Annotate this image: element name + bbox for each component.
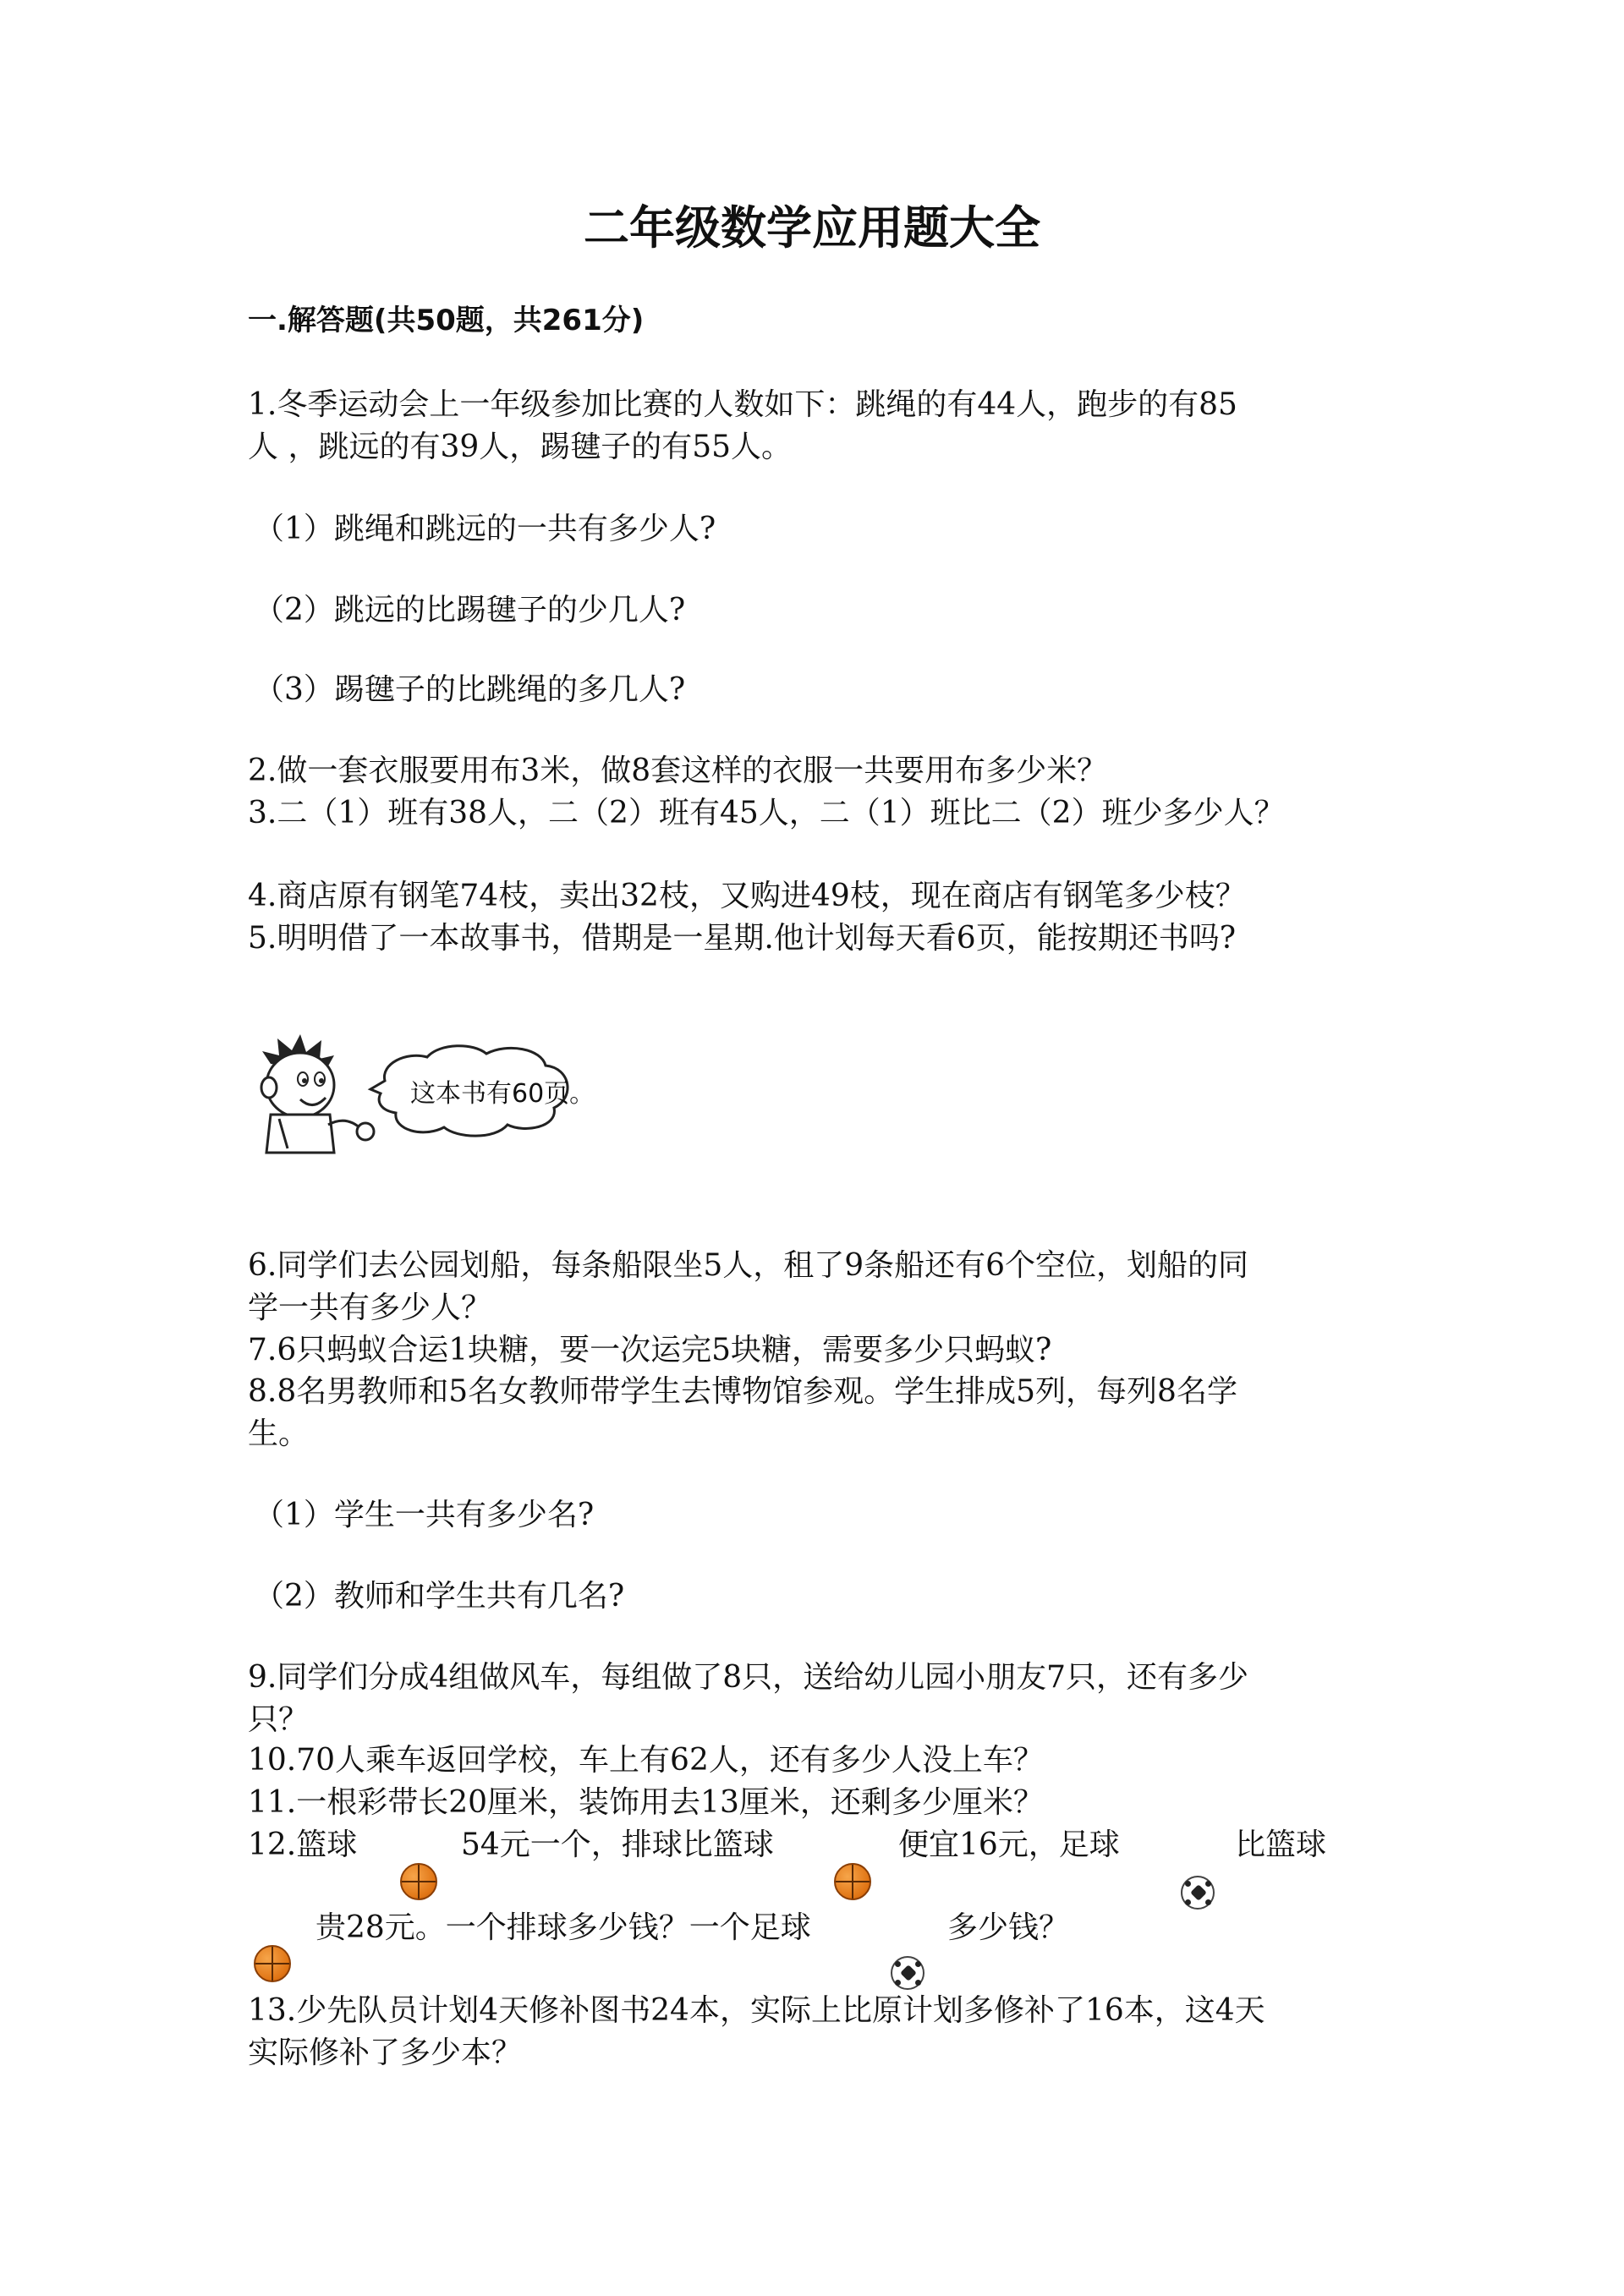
- question-12-part-4: 比篮球: [1235, 1827, 1327, 1862]
- question-1-sub-2: （2）跳远的比踢毽子的少几人?: [254, 593, 686, 627]
- page-title: 二年级数学应用题大全: [584, 201, 1040, 255]
- question-9-line-2: 只？: [248, 1702, 310, 1737]
- section-heading: 一.解答题(共50题，共261分): [248, 304, 645, 337]
- question-12-part-5: 贵28元。一个排球多少钱？一个足球: [315, 1910, 811, 1945]
- question-2: 2.做一套衣服要用布3米，做8套这样的衣服一共要用布多少米？: [248, 753, 1108, 788]
- question-13-line-2: 实际修补了多少本？: [248, 2036, 523, 2070]
- question-10: 10.70人乘车返回学校，车上有62人，还有多少人没上车？: [248, 1743, 1044, 1778]
- question-3: 3.二（1）班有38人，二（2）班有45人，二（1）班比二（2）班少多少人？: [248, 796, 1285, 830]
- question-13-line-1: 13.少先队员计划4天修补图书24本，实际上比原计划多修补了16本，这4天: [248, 1993, 1265, 2028]
- speech-bubble-text: 这本书有60页。: [410, 1079, 595, 1109]
- question-8-line-1: 8.8名男教师和5名女教师带学生去博物馆参观。学生排成5列，每列8名学: [248, 1374, 1237, 1409]
- question-1-sub-1: （1）跳绳和跳远的一共有多少人?: [254, 512, 716, 546]
- question-8-line-2: 生。: [248, 1417, 310, 1451]
- question-8-sub-2: （2）教师和学生共有几名?: [254, 1579, 625, 1614]
- basketball-icon: [834, 1863, 871, 1900]
- question-6-line-1: 6.同学们去公园划船，每条船限坐5人，租了9条船还有6个空位，划船的同: [248, 1248, 1249, 1283]
- question-5: 5.明明借了一本故事书，借期是一星期.他计划每天看6页，能按期还书吗?: [248, 921, 1236, 956]
- question-6-line-2: 学一共有多少人？: [248, 1290, 492, 1325]
- question-12-part-3: 便宜16元，足球: [898, 1827, 1120, 1862]
- boy-illustration: [254, 1030, 609, 1157]
- question-1-line-2: 人 ，跳远的有39人，踢毽子的有55人。: [248, 430, 793, 464]
- basketball-icon: [254, 1945, 291, 1982]
- question-12-part-6: 多少钱？: [947, 1910, 1070, 1945]
- question-1-line-1: 1.冬季运动会上一年级参加比赛的人数如下：跳绳的有44人，跑步的有85: [248, 387, 1237, 422]
- question-12-part-2: 54元一个，排球比篮球: [461, 1827, 774, 1862]
- soccer-ball-icon: [1181, 1876, 1215, 1910]
- question-12-part-1: 12.篮球: [248, 1827, 358, 1862]
- question-1-sub-3: （3）踢毽子的比跳绳的多几人?: [254, 672, 686, 707]
- boy-with-speech-bubble-image: [254, 1030, 609, 1157]
- question-4: 4.商店原有钢笔74枝，卖出32枝，又购进49枝，现在商店有钢笔多少枝？: [248, 879, 1246, 913]
- question-11: 11.一根彩带长20厘米，装饰用去13厘米，还剩多少厘米？: [248, 1785, 1044, 1820]
- soccer-ball-icon: [891, 1956, 924, 1990]
- question-7: 7.6只蚂蚁合运1块糖，要一次运完5块糖，需要多少只蚂蚁?: [248, 1333, 1052, 1367]
- basketball-icon: [400, 1863, 437, 1900]
- question-9-line-1: 9.同学们分成4组做风车，每组做了8只，送给幼儿园小朋友7只，还有多少: [248, 1660, 1249, 1695]
- question-8-sub-1: （1）学生一共有多少名?: [254, 1498, 595, 1532]
